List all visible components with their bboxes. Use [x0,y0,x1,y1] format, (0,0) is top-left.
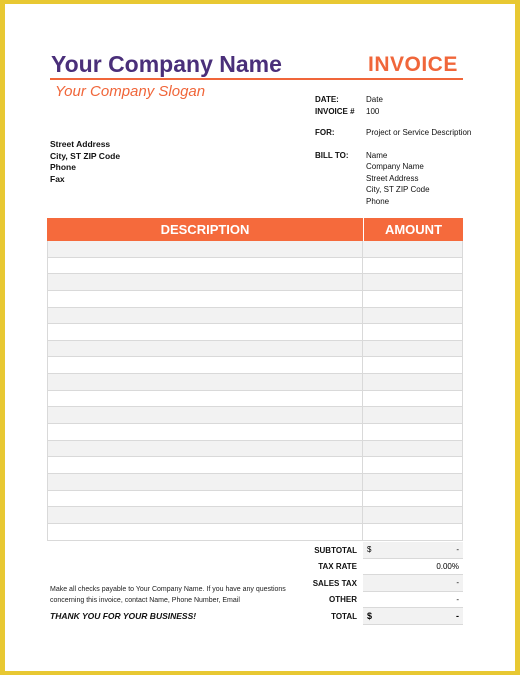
table-row [47,357,463,374]
totals-row [295,592,463,609]
invoice-page [5,4,515,671]
sender-address [50,139,120,185]
table-row [47,324,463,341]
description-column-header: DESCRIPTION [47,218,364,241]
totals-value-cell [363,559,463,576]
description-cell[interactable] [47,357,363,373]
description-cell[interactable] [47,424,363,440]
invoice-title: INVOICE [368,53,458,76]
table-row [47,274,463,291]
amount-cell[interactable] [363,441,463,457]
table-row [47,407,463,424]
bill-to-lines [366,150,430,208]
invoice-number-value: 100 [366,106,380,116]
description-cell[interactable] [47,491,363,507]
amount-cell[interactable] [363,524,463,540]
totals-label: SUBTOTAL [314,545,357,555]
company-slogan: Your Company Slogan [55,83,206,100]
line-items-header [47,218,463,241]
totals-label: SALES TAX [312,578,357,588]
invoice-meta [315,94,471,207]
amount-cell[interactable] [363,424,463,440]
totals-value: 0.00% [436,561,459,571]
amount-cell[interactable] [363,308,463,324]
amount-cell[interactable] [363,457,463,473]
bill-to-street: Street Address [366,173,419,183]
amount-cell[interactable] [363,274,463,290]
sender-street: Street Address [50,139,111,149]
totals-value: - [456,578,459,588]
bill-to-name: Name [366,150,388,160]
description-cell[interactable] [47,291,363,307]
table-row [47,424,463,441]
table-row [47,258,463,275]
sender-phone: Phone [50,162,76,172]
description-cell[interactable] [47,457,363,473]
header-rule [50,78,463,80]
table-row [47,341,463,358]
invoice-number-row [315,106,471,118]
totals-value-cell [363,542,463,559]
bill-to-row [315,150,471,208]
amount-cell[interactable] [363,341,463,357]
description-cell[interactable] [47,507,363,523]
currency-symbol: $ [367,610,373,621]
description-cell[interactable] [47,474,363,490]
description-cell[interactable] [47,441,363,457]
bill-to-company: Company Name [366,162,424,171]
thank-you-message: THANK YOU FOR YOUR BUSINESS! [50,611,197,621]
bill-to-city: City, ST ZIP Code [366,185,430,194]
for-label: FOR: [315,128,335,137]
currency-symbol: $ [367,545,372,555]
amount-column-header: AMOUNT [384,222,443,237]
totals-value-cell [363,608,463,625]
amount-cell[interactable] [363,391,463,407]
sender-fax: Fax [50,173,65,184]
amount-cell[interactable] [363,374,463,390]
totals-label: TAX RATE [318,562,357,572]
table-row [47,241,463,258]
date-label: DATE: [315,95,339,104]
table-row [47,441,463,458]
description-cell[interactable] [47,324,363,340]
table-row [47,491,463,508]
description-cell[interactable] [47,374,363,390]
totals-value-cell [363,575,463,592]
table-row [47,391,463,408]
invoice-number-label: INVOICE # [315,106,355,116]
totals-value-cell [363,592,463,609]
for-value: Project or Service Description [366,128,472,137]
bill-to-label: BILL TO: [315,150,349,160]
description-cell[interactable] [47,308,363,324]
totals-label: TOTAL [331,611,357,621]
totals-value: - [456,545,459,555]
description-cell[interactable] [47,258,363,274]
table-row [47,291,463,308]
totals-value: - [456,610,459,621]
description-cell[interactable] [47,241,363,257]
amount-cell[interactable] [363,241,463,257]
amount-cell[interactable] [363,291,463,307]
table-row [47,507,463,524]
totals-row [295,542,463,559]
line-items-table [47,241,463,541]
description-cell[interactable] [47,391,363,407]
amount-cell[interactable] [363,407,463,423]
totals-value: - [456,594,459,604]
amount-cell[interactable] [363,491,463,507]
table-row [47,374,463,391]
description-cell[interactable] [47,341,363,357]
table-row [47,457,463,474]
amount-cell[interactable] [363,474,463,490]
totals-row [295,575,463,592]
bill-to-phone: Phone [366,196,390,206]
table-row [47,524,463,541]
totals-row [295,608,463,625]
amount-cell[interactable] [363,507,463,523]
for-row [315,127,471,139]
payment-note: Make all checks payable to Your Company Name. If you have any questions concerning this invoice, contact Name, Phone Number, Email [50,586,286,604]
table-row [47,308,463,325]
amount-cell[interactable] [363,324,463,340]
date-value: Date [366,95,383,104]
table-row [47,474,463,491]
description-cell[interactable] [47,407,363,423]
description-cell[interactable] [47,524,363,540]
description-cell[interactable] [47,274,363,290]
sender-city: City, ST ZIP Code [50,150,121,161]
company-name: Your Company Name [51,51,282,77]
date-row [315,94,471,106]
totals-row [295,559,463,576]
amount-cell[interactable] [363,258,463,274]
totals-block [295,542,463,625]
amount-cell[interactable] [363,357,463,373]
totals-label: OTHER [329,595,357,605]
